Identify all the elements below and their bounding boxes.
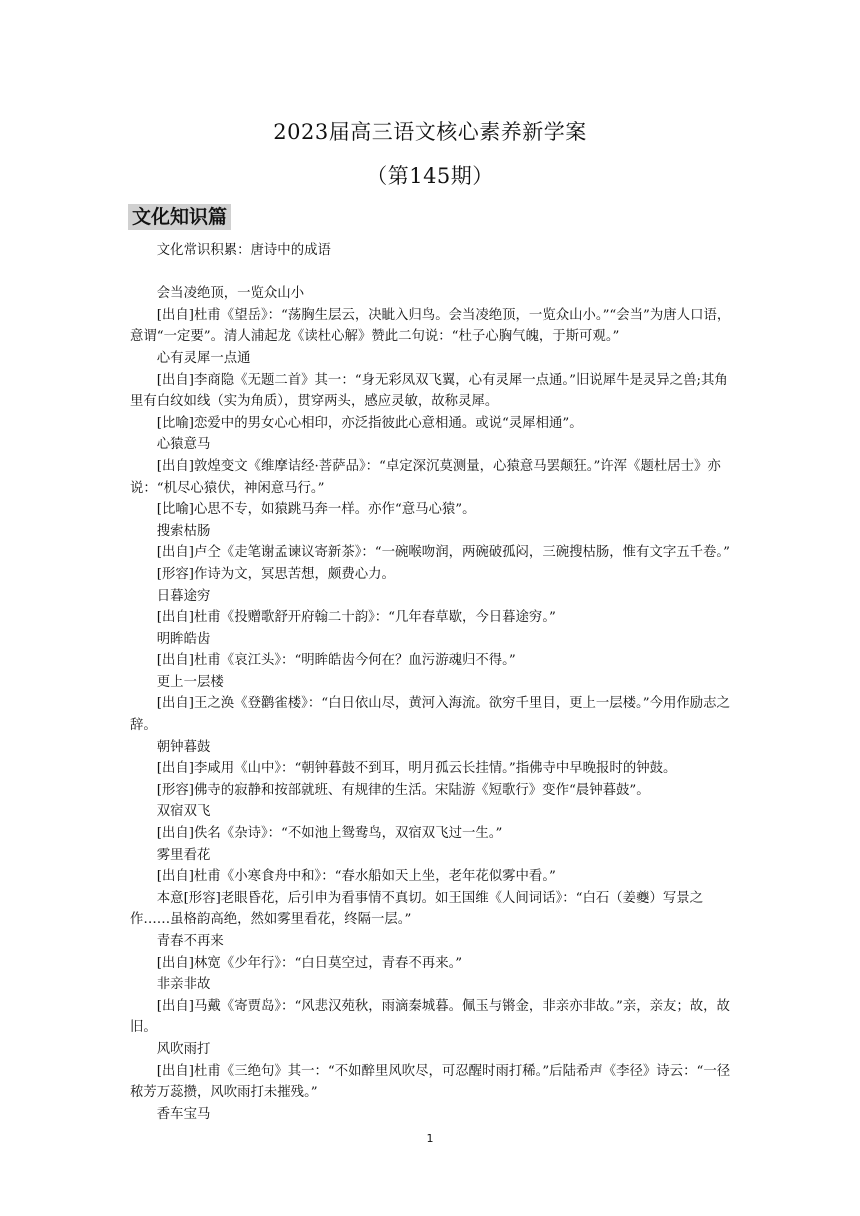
paragraph: [出自]卢仝《走笔谢孟谏议寄新茶》：“一碗喉吻润，两碗破孤闷，三碗搜枯肠，惟有文字五千卷。” (156, 545, 730, 561)
blank-line (130, 262, 736, 284)
section-heading: 文化知识篇 (128, 204, 231, 230)
paragraph: [出自]杜甫《投赠歌舒开府翰二十韵》：“几年春草歇，今日暮途穷。” (156, 610, 556, 626)
paragraph: [出自]佚名《杂诗》：“不如池上鸳鸯鸟，双宿双飞过一生。” (156, 826, 503, 842)
paragraph: [出自]李商隐《无题二首》其一：“身无彩凤双飞翼，心有灵犀一点通。”旧说犀牛是灵异之兽;其角里有白纹如线（实为角质），贯穿两头，感应灵敏，故称灵犀。 (130, 372, 728, 410)
document-body (130, 240, 736, 1125)
paragraph: [出自]林宽《少年行》：“白日莫空过，青春不再来。” (156, 955, 463, 971)
paragraph: 日暮途穷 (156, 588, 211, 604)
paragraph: [出自]杜甫《哀江头》：“明眸皓齿今何在？血污游魂归不得。” (156, 653, 516, 669)
paragraph: [出自]敦煌变文《维摩诘经·菩萨品》：“卓定深沉莫测量，心猿意马罢颠狂。”许浑《题杜居士》亦说：“机尽心猿伏，神闲意马行。” (130, 458, 721, 496)
paragraph: 香车宝马 (156, 1106, 211, 1122)
paragraph: 会当凌绝顶，一览众山小 (156, 286, 305, 302)
paragraph: 双宿双飞 (156, 804, 211, 820)
paragraph: 更上一层楼 (156, 674, 224, 690)
paragraph: 本意[形容]老眼昏花，后引申为看事情不真切。如王国维《人间词话》：“白石（姜夔）写景之作……虽格韵高绝，然如雾里看花，终隔一层。” (130, 890, 704, 928)
paragraph: [出自]杜甫《三绝句》其一：“不如醉里风吹尽，可忍醒时雨打稀。”后陆希声《李径》诗云：“一径秾芳万蕊攒，风吹雨打未摧残。” (130, 1063, 731, 1101)
paragraph: 搜索枯肠 (156, 523, 211, 539)
paragraph: 青春不再来 (156, 934, 224, 949)
paragraph: [形容]作诗为文，冥思苦想，颇费心力。 (156, 566, 395, 582)
section-intro: 文化常识积累：唐诗中的成语 (156, 243, 331, 258)
paragraph: 心猿意马 (156, 437, 211, 453)
paragraph: [出自]杜甫《望岳》：“荡胸生层云，决眦入归鸟。会当凌绝顶，一览众山小。”“会当”为唐人口语，意谓“一定要”。清人浦起龙《读杜心解》赞此二句说：“杜子心胸气魄，于斯可观。” (130, 307, 731, 345)
page-number: 1 (426, 1132, 434, 1145)
paragraph: 朝钟暮鼓 (156, 739, 211, 755)
paragraph: [形容]佛寺的寂静和按部就班、有规律的生活。宋陆游《短歌行》变作“晨钟暮鼓”。 (156, 782, 650, 798)
paragraph: [出自]杜甫《小寒食舟中和》：“春水船如天上坐，老年花似雾中看。” (156, 869, 556, 885)
document-title: 2023届高三语文核心素养新学案 (273, 120, 587, 144)
paragraph: [比喻]恋爱中的男女心心相印，亦泛指彼此心意相通。或说“灵犀相通”。 (156, 415, 583, 431)
paragraph: 风吹雨打 (156, 1041, 211, 1057)
issue-number: （第145期） (366, 164, 494, 188)
paragraph: 非亲非故 (156, 977, 211, 993)
paragraph: [出自]王之涣《登鹳雀楼》：“白日依山尽，黄河入海流。欲穷千里目，更上一层楼。”今用作励志之辞。 (130, 696, 730, 734)
paragraph: 明眸皓齿 (156, 631, 211, 647)
paragraph-list (130, 283, 736, 1125)
paragraph: 心有灵犀一点通 (156, 350, 251, 366)
paragraph: [出自]李咸用《山中》：“朝钟暮鼓不到耳，明月孤云长挂情。”指佛寺中早晚报时的钟鼓。 (156, 761, 677, 777)
paragraph: 雾里看花 (156, 847, 211, 863)
paragraph: [出自]马戴《寄贾岛》：“风悲汉苑秋，雨滴秦城暮。佩玉与锵金，非亲亦非故。”亲，亲友；故，故旧。 (130, 998, 730, 1036)
paragraph: [比喻]心思不专，如猿跳马奔一样。亦作“意马心猿”。 (156, 502, 476, 518)
